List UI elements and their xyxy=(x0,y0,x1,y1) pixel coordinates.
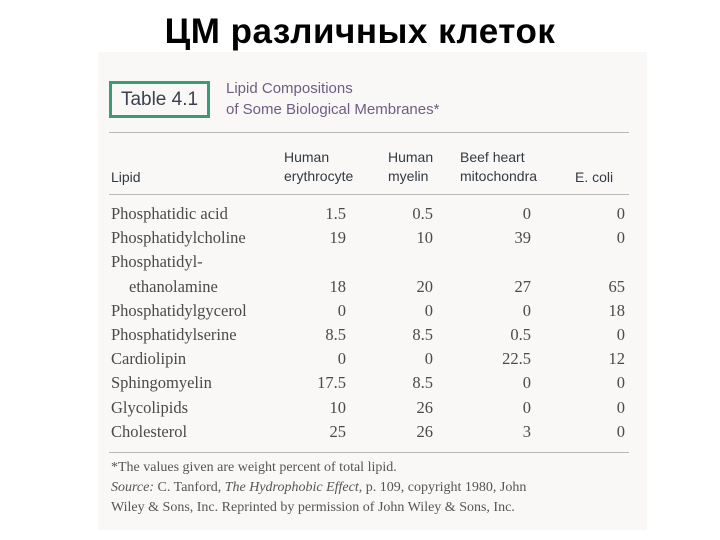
value-cell: 0 xyxy=(616,373,625,393)
value-cell: 27 xyxy=(514,276,531,296)
value-cell: 12 xyxy=(608,349,625,369)
value-cell: 10 xyxy=(416,228,433,248)
value-cell: 19 xyxy=(329,228,346,248)
table-caption xyxy=(226,78,439,120)
value-cell: 8.5 xyxy=(412,373,433,393)
source-author: C. Tanford, xyxy=(154,480,225,495)
lipid-name: Phosphatidylserine xyxy=(111,325,237,344)
value-cell: 0 xyxy=(616,397,625,417)
caption-line-2: of Some Biological Membranes* xyxy=(226,101,440,118)
table-footnote xyxy=(111,458,631,518)
top-rule xyxy=(109,132,629,133)
header-human-erythrocyte xyxy=(284,148,353,186)
table-row xyxy=(111,301,631,325)
value-cell: 0 xyxy=(522,204,531,223)
header-rule xyxy=(109,194,629,195)
header-line: mitochondra xyxy=(460,168,538,184)
value-cell: 3 xyxy=(522,421,531,441)
value-cell: 65 xyxy=(608,276,625,296)
header-beef-heart-mitochondria xyxy=(460,148,537,186)
value-cell: 0 xyxy=(522,397,531,417)
table-row xyxy=(111,228,631,252)
table-row xyxy=(111,422,631,446)
header-line: Human xyxy=(284,149,330,165)
lipid-name: Phosphatidylgycerol xyxy=(111,300,247,320)
table-label-badge: Table 4.1 xyxy=(109,81,210,118)
value-cell: 39 xyxy=(514,228,531,248)
value-cell: 8.5 xyxy=(412,325,433,344)
header-line: myelin xyxy=(388,168,429,184)
footnote-line-1: *The values given are weight percent of total lipid. xyxy=(111,460,397,475)
source-details: , p. 109, copyright 1980, John xyxy=(358,480,527,495)
table-row xyxy=(111,204,631,228)
table-row xyxy=(111,277,631,301)
value-cell: 10 xyxy=(329,397,346,417)
header-human-myelin xyxy=(388,148,433,186)
table-row xyxy=(111,325,631,349)
footnote-line-3: Wiley & Sons, Inc. Reprinted by permission of John Wiley & Sons, Inc. xyxy=(111,500,515,515)
value-cell: 1.5 xyxy=(325,204,346,223)
value-cell: 0 xyxy=(522,373,531,393)
value-cell: 26 xyxy=(416,397,433,417)
value-cell: 0 xyxy=(424,349,433,369)
lipid-name: Glycolipids xyxy=(111,397,188,417)
value-cell: 8.5 xyxy=(325,325,346,344)
header-line: Beef heart xyxy=(460,149,525,165)
lipid-name: Sphingomyelin xyxy=(111,373,212,393)
table-row xyxy=(111,349,631,373)
footnote-source-line xyxy=(111,478,631,498)
value-cell: 17.5 xyxy=(317,373,346,393)
value-cell: 0 xyxy=(616,204,625,223)
value-cell: 0.5 xyxy=(412,204,433,223)
table-row xyxy=(111,252,631,276)
table-row xyxy=(111,373,631,397)
lipid-name: Cardiolipin xyxy=(111,349,187,369)
header-line: Human xyxy=(388,149,434,165)
value-cell: 26 xyxy=(416,421,433,441)
table-row xyxy=(111,398,631,422)
lipid-name: ethanolamine xyxy=(129,276,218,296)
value-cell: 0 xyxy=(616,421,625,441)
slide-title: ЦМ различных клеток xyxy=(164,12,556,51)
value-cell: 18 xyxy=(608,300,625,320)
value-cell: 0 xyxy=(337,349,346,369)
value-cell: 0.5 xyxy=(510,325,531,344)
value-cell: 0 xyxy=(616,325,625,344)
source-book-title: The Hydrophobic Effect xyxy=(224,480,359,495)
value-cell: 0 xyxy=(616,228,625,248)
header-lipid: Lipid xyxy=(111,169,141,185)
value-cell: 18 xyxy=(329,276,346,296)
source-label: Source: xyxy=(111,480,155,495)
value-cell: 25 xyxy=(329,421,346,441)
value-cell: 22.5 xyxy=(502,349,531,369)
value-cell: 0 xyxy=(522,300,531,320)
bottom-rule xyxy=(109,452,629,453)
value-cell: 0 xyxy=(337,300,346,320)
lipid-name: Cholesterol xyxy=(111,421,188,441)
header-line: erythrocyte xyxy=(284,168,354,184)
lipid-name: Phosphatidic acid xyxy=(111,204,228,223)
caption-line-1: Lipid Compositions xyxy=(226,80,353,97)
header-e-coli: E. coli xyxy=(575,169,614,185)
value-cell: 0 xyxy=(424,300,433,320)
lipid-name: Phosphatidylcholine xyxy=(111,228,246,248)
table-image-panel xyxy=(98,52,647,530)
value-cell: 20 xyxy=(416,276,433,296)
lipid-name: Phosphatidyl- xyxy=(111,252,203,272)
